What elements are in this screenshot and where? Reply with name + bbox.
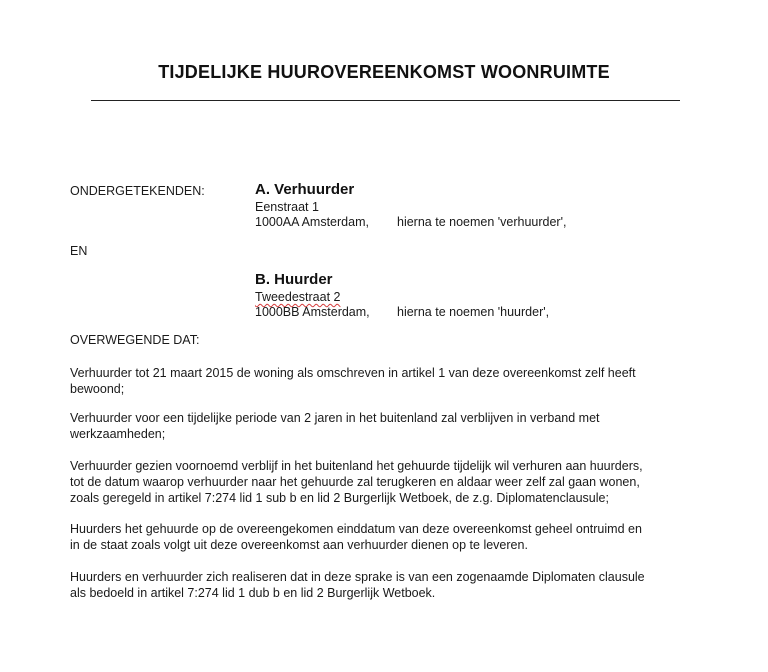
recital-paragraph (70, 569, 710, 601)
landlord-city: 1000AA Amsterdam, (255, 215, 369, 229)
parties-label: ONDERGETEKENDEN: (70, 184, 205, 198)
paragraph-line: Verhuurder gezien voornoemd verblijf in het buitenland het gehuurde tijdelijk wil verhuren aan huurders, (70, 459, 643, 473)
paragraph-line: als bedoeld in artikel 7:274 lid 1 dub b en lid 2 Burgerlijk Wetboek. (70, 586, 436, 600)
tenant-city: 1000BB Amsterdam, (255, 305, 370, 319)
recital-paragraph (70, 521, 710, 553)
paragraph-line: tot de datum waarop verhuurder naar het gehuurde zal terugkeren en aldaar weer zelf zal gaan wonen, (70, 475, 640, 489)
paragraph-line: Verhuurder tot 21 maart 2015 de woning als omschreven in artikel 1 van deze overeenkomst zelf heeft (70, 366, 636, 380)
tenant-street (255, 290, 340, 305)
paragraph-line: in de staat zoals volgt uit deze overeenkomst aan verhuurder dienen op te leveren. (70, 538, 528, 552)
recital-paragraph (70, 365, 710, 397)
recital-paragraph (70, 410, 710, 442)
recitals-heading: OVERWEGENDE DAT: (70, 333, 200, 347)
tenant-designation: hierna te noemen 'huurder', (397, 305, 550, 319)
landlord-street: Eenstraat 1 (255, 200, 319, 214)
paragraph-line: zoals geregeld in artikel 7:274 lid 1 sub b en lid 2 Burgerlijk Wetboek, de z.g. Diplomatenclausule; (70, 491, 609, 505)
paragraph-line: Huurders en verhuurder zich realiseren dat in deze sprake is van een zogenaamde Diplomaten clausule (70, 570, 645, 584)
paragraph-line: werkzaamheden; (70, 427, 166, 441)
paragraph-line: bewoond; (70, 382, 125, 396)
document-title: TIJDELIJKE HUUROVEREENKOMST WOONRUIMTE (158, 62, 610, 82)
title-divider (91, 100, 680, 101)
tenant-name: B. Huurder (255, 271, 333, 288)
landlord-designation: hierna te noemen 'verhuurder', (397, 215, 567, 229)
paragraph-line: Huurders het gehuurde op de overeengekomen einddatum van deze overeenkomst geheel ontruimd en (70, 522, 642, 536)
parties-conjunction: EN (70, 244, 88, 258)
landlord-name: A. Verhuurder (255, 181, 355, 198)
paragraph-line: Verhuurder voor een tijdelijke periode van 2 jaren in het buitenland zal verblijven in verband met (70, 411, 600, 425)
recital-paragraph (70, 458, 710, 506)
spellcheck-underline: Tweedestraat 2 (255, 290, 341, 304)
